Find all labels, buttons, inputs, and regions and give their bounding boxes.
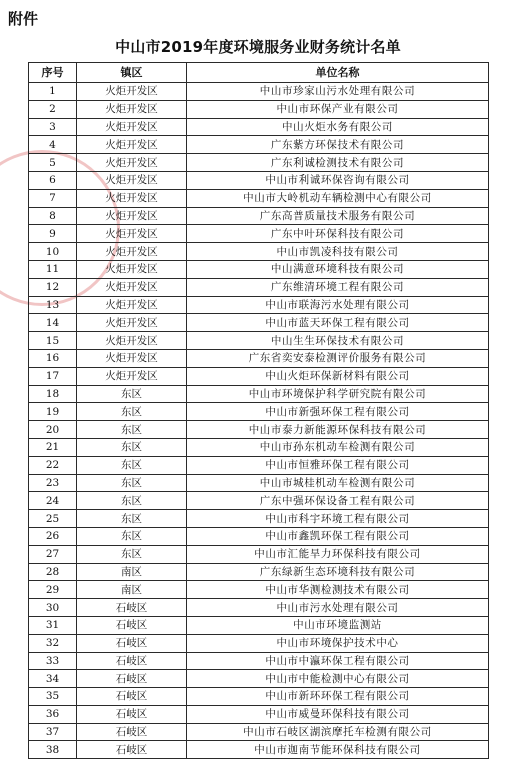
cell-town: 东区 <box>77 527 187 545</box>
cell-number: 36 <box>29 705 77 723</box>
cell-number: 26 <box>29 527 77 545</box>
cell-company-name: 中山市华测检测技术有限公司 <box>187 581 489 599</box>
cell-company-name: 中山市环保产业有限公司 <box>187 100 489 118</box>
cell-number: 5 <box>29 154 77 172</box>
cell-town: 火炬开发区 <box>77 243 187 261</box>
cell-town: 火炬开发区 <box>77 332 187 350</box>
table-row <box>29 332 489 350</box>
cell-company-name: 中山市环境保护技术中心 <box>187 634 489 652</box>
cell-number: 34 <box>29 670 77 688</box>
cell-number: 32 <box>29 634 77 652</box>
cell-town: 石岐区 <box>77 741 187 759</box>
cell-number: 6 <box>29 171 77 189</box>
table-row <box>29 563 489 581</box>
cell-town: 南区 <box>77 581 187 599</box>
cell-number: 37 <box>29 723 77 741</box>
cell-number: 18 <box>29 385 77 403</box>
cell-town: 火炬开发区 <box>77 349 187 367</box>
cell-town: 石岐区 <box>77 688 187 706</box>
cell-number: 9 <box>29 225 77 243</box>
table-row <box>29 705 489 723</box>
cell-company-name: 广东中叶环保科技有限公司 <box>187 225 489 243</box>
table-row <box>29 527 489 545</box>
cell-company-name: 中山市恒雅环保工程有限公司 <box>187 456 489 474</box>
table-row <box>29 510 489 528</box>
cell-number: 24 <box>29 492 77 510</box>
table-row <box>29 599 489 617</box>
cell-number: 30 <box>29 599 77 617</box>
cell-number: 20 <box>29 421 77 439</box>
table-row <box>29 670 489 688</box>
cell-town: 火炬开发区 <box>77 171 187 189</box>
cell-number: 29 <box>29 581 77 599</box>
cell-company-name: 广东维清环境工程有限公司 <box>187 278 489 296</box>
table-row <box>29 634 489 652</box>
cell-company-name: 中山市鑫凯环保工程有限公司 <box>187 527 489 545</box>
cell-company-name: 中山市科宇环境工程有限公司 <box>187 510 489 528</box>
cell-company-name: 中山市珍家山污水处理有限公司 <box>187 83 489 101</box>
cell-company-name: 广东利诚检测技术有限公司 <box>187 154 489 172</box>
table-row <box>29 438 489 456</box>
cell-company-name: 中山生生环保技术有限公司 <box>187 332 489 350</box>
cell-town: 火炬开发区 <box>77 189 187 207</box>
table-row <box>29 243 489 261</box>
cell-company-name: 中山市环境监测站 <box>187 616 489 634</box>
table-row <box>29 260 489 278</box>
cell-town: 东区 <box>77 403 187 421</box>
cell-town: 东区 <box>77 456 187 474</box>
cell-number: 21 <box>29 438 77 456</box>
cell-town: 火炬开发区 <box>77 314 187 332</box>
document-title: 中山市2019年度环境服务业财务统计名单 <box>115 38 401 56</box>
cell-number: 27 <box>29 545 77 563</box>
cell-number: 22 <box>29 456 77 474</box>
cell-number: 10 <box>29 243 77 261</box>
cell-town: 火炬开发区 <box>77 83 187 101</box>
table-row <box>29 278 489 296</box>
column-header-town: 镇区 <box>77 63 187 83</box>
table-row <box>29 296 489 314</box>
cell-town: 火炬开发区 <box>77 118 187 136</box>
cell-number: 19 <box>29 403 77 421</box>
attachment-label: 附件 <box>8 10 39 28</box>
cell-town: 石岐区 <box>77 599 187 617</box>
cell-number: 11 <box>29 260 77 278</box>
cell-town: 火炬开发区 <box>77 100 187 118</box>
cell-company-name: 中山市利诚环保咨询有限公司 <box>187 171 489 189</box>
cell-company-name: 广东中强环保设备工程有限公司 <box>187 492 489 510</box>
cell-company-name: 中山市大岭机动车辆检测中心有限公司 <box>187 189 489 207</box>
cell-number: 25 <box>29 510 77 528</box>
table-header-row <box>29 63 489 83</box>
cell-town: 石岐区 <box>77 705 187 723</box>
column-header-company: 单位名称 <box>187 63 489 83</box>
cell-town: 火炬开发区 <box>77 296 187 314</box>
cell-number: 3 <box>29 118 77 136</box>
table-row <box>29 314 489 332</box>
cell-company-name: 广东高普质量技术服务有限公司 <box>187 207 489 225</box>
cell-company-name: 中山市联海污水处理有限公司 <box>187 296 489 314</box>
cell-town: 石岐区 <box>77 670 187 688</box>
table-row <box>29 118 489 136</box>
table-row <box>29 136 489 154</box>
cell-number: 7 <box>29 189 77 207</box>
table-row <box>29 83 489 101</box>
cell-town: 火炬开发区 <box>77 278 187 296</box>
cell-company-name: 中山市环境保护科学研究院有限公司 <box>187 385 489 403</box>
table-row <box>29 545 489 563</box>
cell-number: 35 <box>29 688 77 706</box>
cell-company-name: 广东省奕安泰检测评价服务有限公司 <box>187 349 489 367</box>
cell-town: 火炬开发区 <box>77 225 187 243</box>
cell-town: 东区 <box>77 385 187 403</box>
cell-company-name: 中山市泰力新能源环保科技有限公司 <box>187 421 489 439</box>
cell-company-name: 广东紫方环保技术有限公司 <box>187 136 489 154</box>
cell-town: 火炬开发区 <box>77 367 187 385</box>
cell-company-name: 中山火炬水务有限公司 <box>187 118 489 136</box>
cell-company-name: 中山市中瀛环保工程有限公司 <box>187 652 489 670</box>
cell-town: 火炬开发区 <box>77 136 187 154</box>
table-row <box>29 456 489 474</box>
cell-number: 38 <box>29 741 77 759</box>
cell-town: 火炬开发区 <box>77 260 187 278</box>
cell-town: 火炬开发区 <box>77 154 187 172</box>
cell-number: 14 <box>29 314 77 332</box>
cell-company-name: 中山市蓝天环保工程有限公司 <box>187 314 489 332</box>
cell-number: 12 <box>29 278 77 296</box>
column-header-number: 序号 <box>29 63 77 83</box>
table-row <box>29 385 489 403</box>
cell-town: 石岐区 <box>77 634 187 652</box>
cell-number: 16 <box>29 349 77 367</box>
cell-company-name: 中山火炬环保新材料有限公司 <box>187 367 489 385</box>
table-row <box>29 723 489 741</box>
table-row <box>29 189 489 207</box>
cell-town: 东区 <box>77 510 187 528</box>
table-row <box>29 367 489 385</box>
cell-company-name: 中山市石岐区湖滨摩托车检测有限公司 <box>187 723 489 741</box>
table-row <box>29 403 489 421</box>
cell-number: 8 <box>29 207 77 225</box>
table-row <box>29 207 489 225</box>
company-list-table <box>28 62 489 759</box>
cell-company-name: 中山市凯凌科技有限公司 <box>187 243 489 261</box>
cell-town: 东区 <box>77 545 187 563</box>
cell-company-name: 中山市新强环保工程有限公司 <box>187 403 489 421</box>
table-row <box>29 100 489 118</box>
cell-number: 4 <box>29 136 77 154</box>
cell-town: 石岐区 <box>77 616 187 634</box>
table-row <box>29 421 489 439</box>
table-row <box>29 154 489 172</box>
cell-town: 南区 <box>77 563 187 581</box>
cell-number: 33 <box>29 652 77 670</box>
cell-company-name: 中山市新环环保工程有限公司 <box>187 688 489 706</box>
cell-number: 1 <box>29 83 77 101</box>
table-row <box>29 741 489 759</box>
cell-company-name: 广东绿新生态环境科技有限公司 <box>187 563 489 581</box>
table-row <box>29 225 489 243</box>
cell-company-name: 中山市汇能旱力环保科技有限公司 <box>187 545 489 563</box>
cell-company-name: 中山市威曼环保科技有限公司 <box>187 705 489 723</box>
cell-number: 15 <box>29 332 77 350</box>
cell-town: 东区 <box>77 492 187 510</box>
table-row <box>29 616 489 634</box>
cell-town: 东区 <box>77 474 187 492</box>
cell-company-name: 中山满意环境科技有限公司 <box>187 260 489 278</box>
cell-town: 石岐区 <box>77 652 187 670</box>
cell-number: 2 <box>29 100 77 118</box>
cell-town: 火炬开发区 <box>77 207 187 225</box>
cell-company-name: 中山市污水处理有限公司 <box>187 599 489 617</box>
table-row <box>29 581 489 599</box>
cell-company-name: 中山市中能检测中心有限公司 <box>187 670 489 688</box>
cell-company-name: 中山市孙东机动车检测有限公司 <box>187 438 489 456</box>
table-row <box>29 688 489 706</box>
table-row <box>29 652 489 670</box>
cell-number: 28 <box>29 563 77 581</box>
table-row <box>29 474 489 492</box>
cell-town: 东区 <box>77 421 187 439</box>
table-row <box>29 349 489 367</box>
cell-town: 东区 <box>77 438 187 456</box>
cell-number: 31 <box>29 616 77 634</box>
table-row <box>29 492 489 510</box>
cell-town: 石岐区 <box>77 723 187 741</box>
cell-company-name: 中山市城桂机动车检测有限公司 <box>187 474 489 492</box>
cell-number: 13 <box>29 296 77 314</box>
table-body <box>29 83 489 759</box>
cell-company-name: 中山市迦南节能环保科技有限公司 <box>187 741 489 759</box>
table-row <box>29 171 489 189</box>
cell-number: 17 <box>29 367 77 385</box>
cell-number: 23 <box>29 474 77 492</box>
